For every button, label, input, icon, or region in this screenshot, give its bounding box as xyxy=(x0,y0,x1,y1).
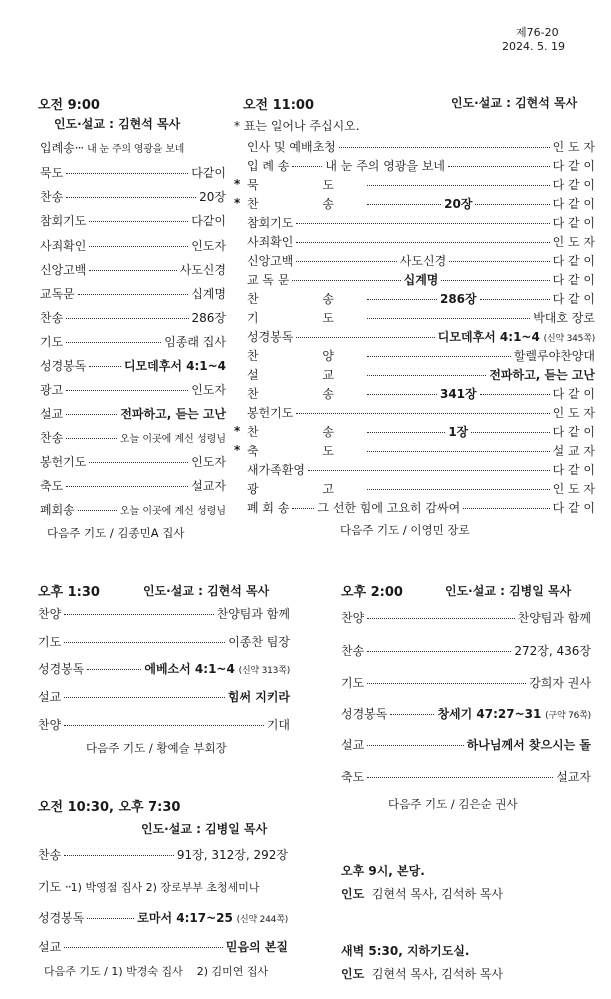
standing-mark: * xyxy=(234,177,241,191)
s11-row-confession: 참회기도 다 같 이 xyxy=(247,216,595,230)
s11-row-greeting: 인사 및 예배초청 인 도 자 xyxy=(247,140,595,154)
s9-row-confession: 참회기도 다같이 xyxy=(40,214,226,228)
s11-row-benediction: 축 도 설 교 자 xyxy=(247,444,595,458)
s9-row-prayer: 기도 임종래 집사 xyxy=(40,335,226,349)
s9-row-scripture: 성경봉독 디모데후서 4:1~4 xyxy=(40,359,226,373)
s200-row-scripture: 성경봉독 창세기 47:27~31 (구약 76쪽) xyxy=(341,707,591,721)
s200-leader: 인도·설교 : 김병일 목사 xyxy=(445,584,572,598)
s1030-row-sermon: 설교 믿음의 본질 xyxy=(38,940,288,954)
s9-row-offertory: 봉헌기도 인도자 xyxy=(40,455,226,469)
s130-leader: 인도·설교 : 김현석 목사 xyxy=(143,584,270,598)
s9-row-entry-song: 입례송 ··· 내 눈 주의 영광을 보네 xyxy=(40,141,185,155)
s200-time: 오후 2:00 xyxy=(341,585,403,600)
s11-row-silent-prayer: 묵 도 다 같 이 xyxy=(247,178,595,192)
s11-row-prayer: 기 도 박대호 장로 xyxy=(247,311,595,325)
s9-row-hymn-2: 찬송 286장 xyxy=(40,311,226,325)
dawn-title: 새벽 5:30, 지하기도실. xyxy=(341,944,470,958)
s9pm-leader: 인도 김현석 목사, 김석하 목사 xyxy=(341,887,504,901)
s1030-next-prayer: 다음주 기도 / 1) 박경숙 집사 2) 김미연 집사 xyxy=(44,965,269,978)
issue-number: 제76-20 xyxy=(516,26,559,39)
s11-row-offertory: 봉헌기도 인 도 자 xyxy=(247,406,595,420)
s130-row-praise: 찬양 찬양팀과 함께 xyxy=(38,607,290,621)
s11-row-sermon: 설 교 전파하고, 듣는 고난 xyxy=(247,368,595,382)
s130-row-sermon: 설교 힘써 지키라 xyxy=(38,690,290,704)
dawn-leader: 인도 김현석 목사, 김석하 목사 xyxy=(341,967,504,981)
s9-row-sermon: 설교 전파하고, 듣는 고난 xyxy=(40,407,226,421)
s11-row-announcements: 광 고 인 도 자 xyxy=(247,482,595,496)
s11-row-hymn-3: 찬 송 341장 다 같 이 xyxy=(247,387,595,401)
s1030-row-prayer: 기도 ·· 1) 박영점 집사 2) 장로부부 초청세미나 xyxy=(38,880,260,894)
s130-time: 오후 1:30 xyxy=(38,585,100,600)
s11-next-prayer: 다음주 기도 / 이영민 장로 xyxy=(340,523,470,537)
s1030-leader: 인도·설교 : 김병일 목사 xyxy=(141,822,268,836)
s11-row-scripture: 성경봉독 디모데후서 4:1~4 (신약 345쪽) xyxy=(247,330,595,344)
s9-row-closing-song: 폐회송 오늘 이곳에 계신 성령님 xyxy=(40,503,226,517)
s11-leader: 인도·설교 : 김현석 목사 xyxy=(451,96,578,110)
s11-row-hymn-4: 찬 송 1장 다 같 이 xyxy=(247,425,596,439)
s9-next-prayer: 다음주 기도 / 김종민A 집사 xyxy=(47,526,185,540)
s9-row-announcements: 광고 인도자 xyxy=(40,383,226,397)
s9-row-hymn-3: 찬송 오늘 이곳에 계신 성령님 xyxy=(40,431,226,445)
s11-row-closing-song: 폐 회 송 그 선한 힘에 고요히 감싸여 다 같 이 xyxy=(247,501,595,515)
standing-mark: * xyxy=(234,424,241,438)
s11-row-responsive-reading: 교 독 문 십계명 다 같 이 xyxy=(247,273,595,287)
s130-row-prayer: 기도 이종찬 팀장 xyxy=(38,635,290,649)
s130-next-prayer: 다음주 기도 / 황예슬 부회장 xyxy=(86,741,227,755)
s200-row-prayer: 기도 강희자 권사 xyxy=(341,676,591,690)
standing-mark: * xyxy=(234,196,241,210)
s200-row-hymn: 찬송 272장, 436장 xyxy=(341,644,591,658)
s11-row-entry-song: 입 례 송 내 눈 주의 영광을 보네 다 같 이 xyxy=(247,159,595,173)
s11-row-absolution: 사죄확인 인 도 자 xyxy=(247,235,595,249)
s11-time: 오전 11:00 xyxy=(243,98,315,113)
s9-leader: 인도·설교 : 김현석 목사 xyxy=(54,117,181,131)
s200-row-praise: 찬양 찬양팀과 함께 xyxy=(341,611,591,625)
s200-next-prayer: 다음주 기도 / 김은순 권사 xyxy=(388,797,518,811)
s200-row-sermon: 설교 하나님께서 찾으시는 돌 xyxy=(341,738,591,752)
s11-row-anthem: 찬 양 할렐루야찬양대 xyxy=(247,349,595,363)
s1030-time: 오전 10:30, 오후 7:30 xyxy=(38,800,181,815)
s9-time: 오전 9:00 xyxy=(38,98,100,113)
standing-mark: * xyxy=(234,443,241,457)
s200-row-benediction: 축도 설교자 xyxy=(341,770,591,784)
s11-row-hymn-1: 찬 송 20장 다 같 이 xyxy=(247,197,596,211)
s9-row-absolution: 사죄확인 인도자 xyxy=(40,239,226,253)
s9-row-responsive-reading: 교독문 십계명 xyxy=(40,287,226,301)
bulletin-date: 2024. 5. 19 xyxy=(502,40,565,53)
s9-row-benediction: 축도 설교자 xyxy=(40,479,226,493)
s1030-row-scripture: 성경봉독 로마서 4:17~25 (신약 244쪽) xyxy=(38,911,288,925)
s9-row-hymn-1: 찬송 20장 xyxy=(40,190,226,204)
s11-row-hymn-2: 찬 송 286장 다 같 이 xyxy=(247,292,595,306)
s11-row-welcome: 새가족환영 다 같 이 xyxy=(247,463,595,477)
s130-row-scripture: 성경봉독 에베소서 4:1~4 (신약 313쪽) xyxy=(38,662,290,676)
s1030-row-hymn: 찬송 91장, 312장, 292장 xyxy=(38,848,288,862)
s130-row-closing-praise: 찬양 기대 xyxy=(38,718,290,732)
s11-row-creed: 신앙고백 사도신경 다 같 이 xyxy=(247,254,595,268)
s9pm-title: 오후 9시, 본당. xyxy=(341,864,425,878)
s9-row-silent-prayer: 묵도 다같이 xyxy=(40,166,226,180)
s11-standing-note: * 표는 일어나 주십시오. xyxy=(234,119,360,133)
s9-row-creed: 신앙고백 사도신경 xyxy=(40,263,226,277)
